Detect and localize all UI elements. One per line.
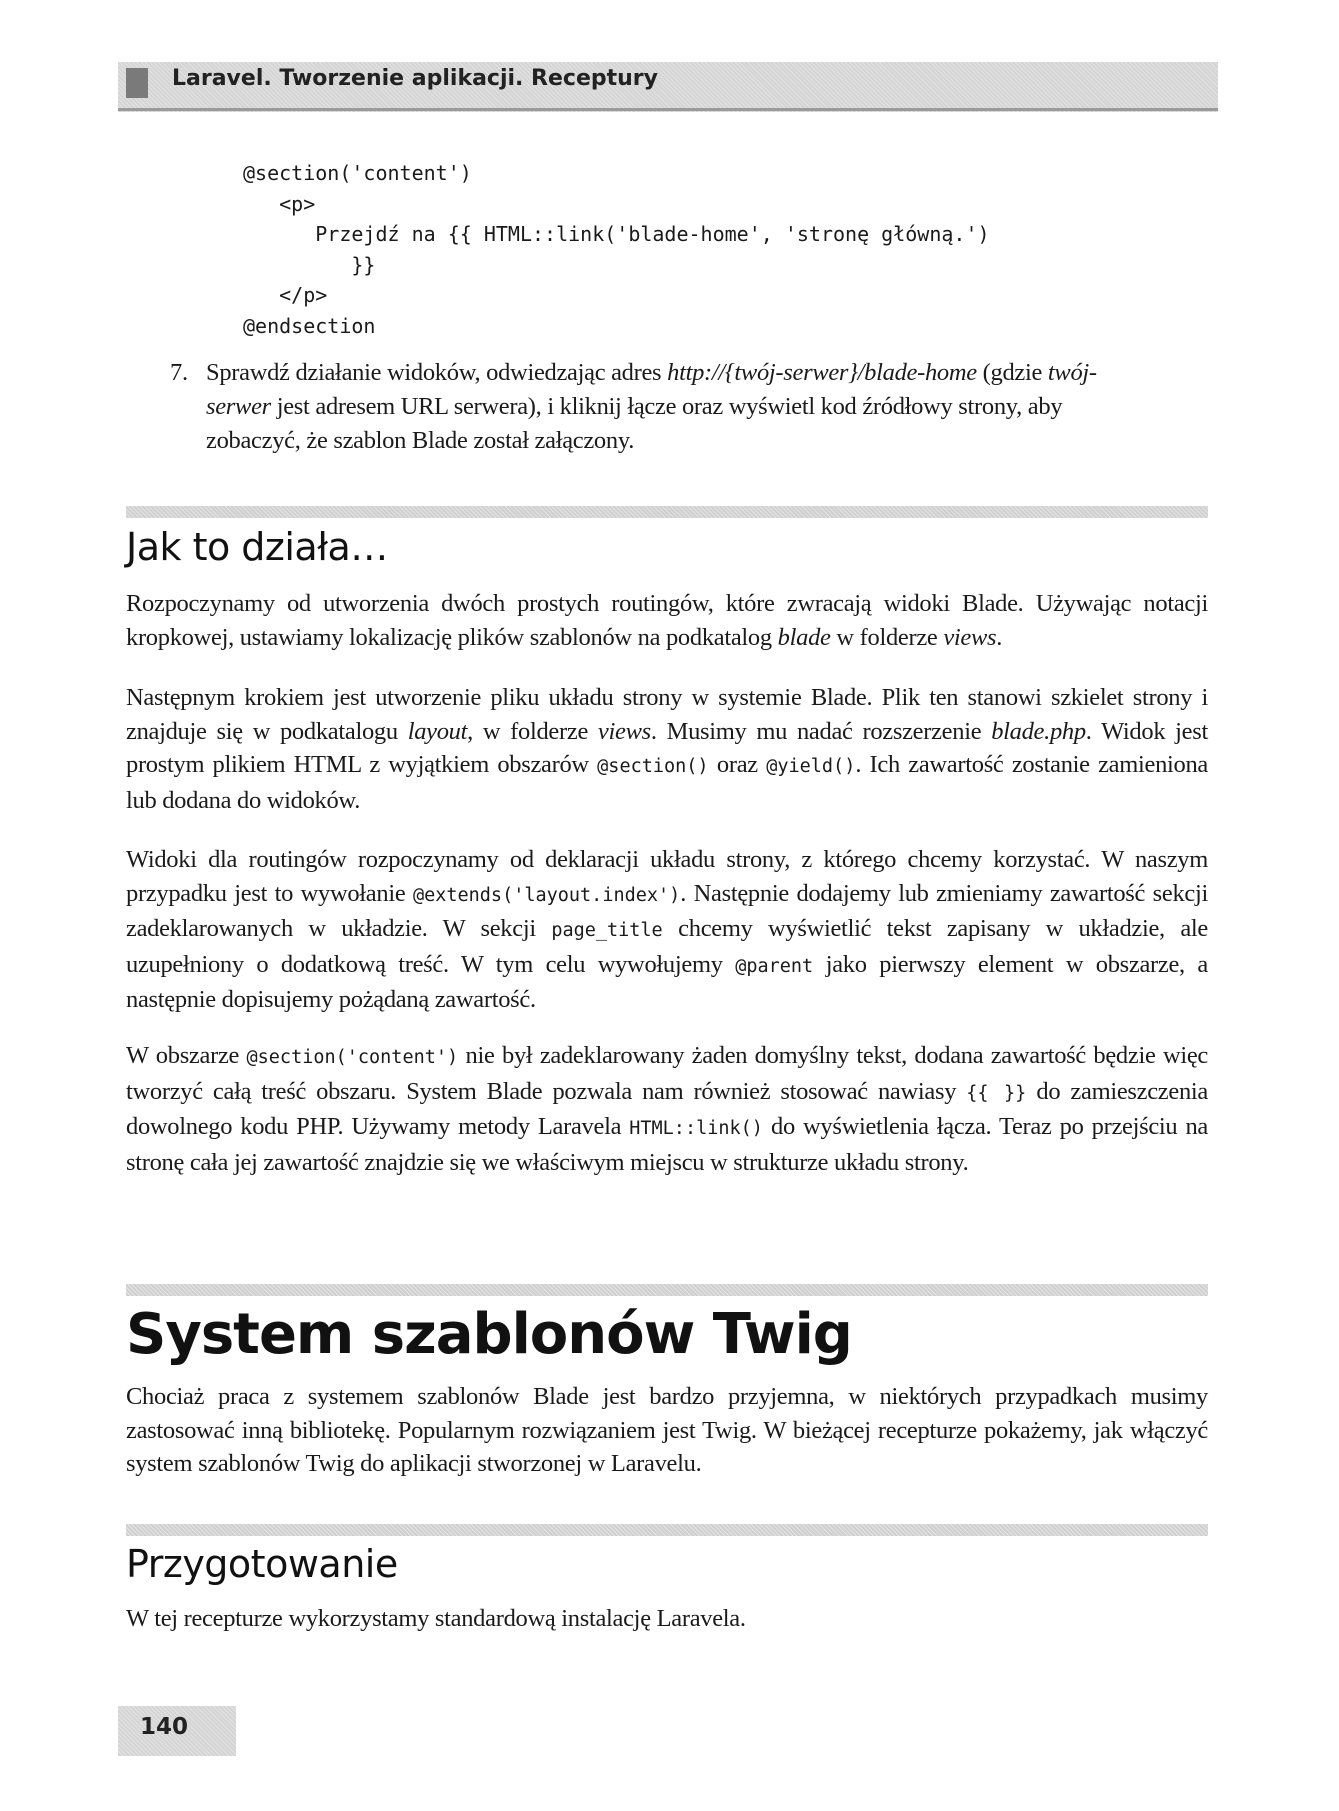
code-line: Przejdź na {{ HTML::link('blade-home', 'stronę główną.'): [243, 222, 990, 246]
code-block: [243, 158, 990, 341]
running-header-title: Laravel. Tworzenie aplikacji. Receptury: [172, 66, 658, 91]
paragraph: [126, 681, 1208, 817]
code-line: <p>: [243, 191, 316, 216]
heading-twig: System szablonów Twig: [126, 1302, 852, 1367]
inline-code: page_title: [551, 920, 663, 941]
italic-term: blade: [777, 623, 831, 651]
text-run: , w folderze: [467, 717, 598, 745]
text-run: . Ich zawartość zostanie zamieniona lub dodana do widoków.: [126, 751, 1208, 814]
italic-term: views: [597, 717, 651, 745]
text-run: jako pierwszy element w obszarze, a następnie dopisujemy pożądaną zawartość.: [126, 950, 1208, 1013]
inline-code: @yield(): [766, 756, 856, 777]
paragraph: Chociaż praca z systemem szablonów Blade jest bardzo przyjemna, w niektórych przypadkach musimy zastosować inną bibliotekę. Popularnym rozwiązaniem jest Twig. W bieżącej recepturze pokażemy, jak włączyć system szablonów Twig do aplikacji stworzonej w Laravelu.: [126, 1383, 1208, 1477]
code-line: @section('content'): [243, 161, 472, 185]
inline-code: @parent: [735, 955, 814, 977]
inline-code: HTML::link(): [629, 1118, 763, 1139]
text-run: w folderze: [830, 623, 944, 651]
inline-code: @section('content'): [246, 1047, 459, 1068]
text-run: jest adresem URL serwera), i kliknij łącze oraz wyświetl kod źródłowy strony, aby zobaczyć, że szablon Blade został załączony.: [206, 393, 1063, 454]
text-run: Następnym krokiem jest utworzenie pliku układu strony w systemie Blade. Plik ten stanowi szkielet strony i znajduje się w podkatalogu: [126, 684, 1208, 745]
step-number: 7.: [170, 359, 188, 386]
step-7: [170, 356, 1160, 458]
inline-code: @section(): [597, 756, 709, 777]
text-run: .: [996, 623, 1003, 651]
text-run: chcemy wyświetlić tekst zapisany w układzie, ale uzupełniony o dodatkową treść. W tym celu wywołujemy: [126, 915, 1208, 978]
text-run: . Widok jest prostym plikiem HTML z wyjątkiem obszarów: [126, 717, 1208, 778]
italic-term: layout: [407, 717, 468, 745]
page-number: 140: [140, 1714, 189, 1740]
step-text: [206, 356, 1160, 458]
text-run: (gdzie: [976, 359, 1048, 386]
text-run: oraz: [708, 751, 767, 778]
inline-code: @extends('layout.index'): [412, 884, 681, 906]
text-run: Rozpoczynamy od utworzenia dwóch prostych routingów, które zwracają widoki Blade. Używając notacji kropkowej, ustawiamy lokalizację plików szablonów na podkatalog: [126, 590, 1208, 651]
code-line: @endsection: [243, 313, 376, 338]
section-rule: [126, 1284, 1208, 1296]
text-run: W obszarze: [126, 1042, 247, 1069]
paragraph: [126, 1039, 1208, 1179]
inline-code: {{ }}: [966, 1082, 1027, 1104]
text-run: . Następnie dodajemy lub zmieniamy zawartość sekcji zadeklarowanych w układzie. W sekcji: [126, 879, 1208, 942]
paragraph: [126, 587, 1208, 654]
section-rule: [126, 1524, 1208, 1536]
section-rule: [126, 506, 1208, 518]
heading-how-it-works: Jak to działa…: [126, 525, 388, 569]
paragraph: W tej recepturze wykorzystamy standardową instalację Laravela.: [126, 1605, 746, 1632]
italic-term: blade.php: [991, 717, 1086, 745]
text-run: Sprawdź działanie widoków, odwiedzając adres: [206, 359, 668, 386]
header-rule: [118, 108, 1218, 111]
header-marker: [126, 68, 148, 98]
text-run: do zamieszczenia dowolnego kodu PHP. Używamy metody Laravela: [126, 1077, 1208, 1140]
paragraph: [126, 843, 1208, 1017]
code-line: }}: [243, 252, 376, 277]
text-run: Widoki dla routingów rozpoczynamy od deklaracji układu strony, z którego chcemy korzystać. W naszym przypadku jest to wywołanie: [126, 846, 1208, 907]
url-italic: http://{twój-serwer}/blade-home: [667, 359, 977, 386]
heading-preparation: Przygotowanie: [126, 1542, 398, 1586]
text-run: do wyświetlenia łącza. Teraz po przejściu na stronę cała jej zawartość znajdzie się we właściwym miejscu w strukturze układu strony.: [126, 1113, 1208, 1176]
server-italic: twój-serwer: [206, 359, 1097, 420]
code-line: </p>: [243, 283, 328, 307]
italic-term: views: [943, 623, 997, 651]
text-run: . Musimy mu nadać rozszerzenie: [650, 717, 992, 745]
text-run: nie był zadeklarowany żaden domyślny tekst, dodana zawartość będzie więc tworzyć całą treść obszaru. System Blade pozwala nam również stosować nawiasy: [126, 1042, 1208, 1105]
